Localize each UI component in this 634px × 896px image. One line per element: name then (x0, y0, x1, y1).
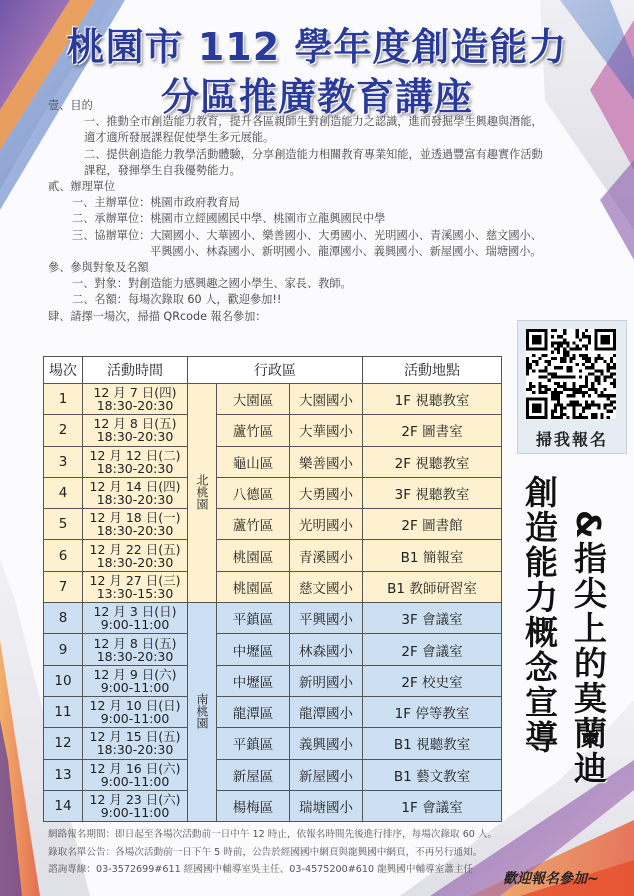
session-time-cell (83, 477, 188, 508)
session-date: 12 月 8 日(五) (93, 416, 177, 432)
session-time-cell (83, 509, 188, 540)
intro-line: 一、主辦單位：桃園市政府教育局 (72, 196, 240, 210)
school-cell: 林森國小 (290, 634, 363, 665)
district-cell: 平鎮區 (217, 728, 290, 759)
session-date: 12 月 8 日(五) (93, 635, 177, 651)
intro-line: 二、提供創造能力教學活動體驗，分享創造能力相關教育專業知能，並透過豐富有趣實作活動 (84, 147, 543, 161)
room-cell: B1 教師研習室 (363, 571, 502, 602)
table-row (44, 696, 502, 727)
session-date: 12 月 7 日(四) (93, 385, 177, 401)
table-row (44, 759, 502, 790)
room-cell: 2F 校史室 (363, 665, 502, 696)
welcome-text: 歡迎報名參加~ (503, 871, 599, 887)
session-hours: 18:30-20:30 (96, 429, 174, 445)
district-cell: 中壢區 (217, 665, 290, 696)
session-hours: 18:30-20:30 (96, 523, 174, 539)
school-cell: 大勇國小 (290, 477, 363, 508)
session-hours: 18:30-20:30 (96, 398, 174, 414)
room-cell: 2F 視聽教室 (363, 446, 502, 477)
room-cell: 2F 圖書室 (363, 415, 502, 446)
room-cell: 1F 停等教室 (363, 696, 502, 727)
session-date: 12 月 15 日(五) (89, 729, 181, 745)
intro-line: 二、名額：每場次錄取 60 人，歡迎參加!! (72, 293, 282, 307)
session-hours: 9:00-11:00 (100, 805, 170, 820)
session-date: 12 月 22 日(五) (89, 541, 181, 557)
qr-registration-box[interactable] (517, 320, 627, 454)
room-cell: 2F 圖書館 (363, 509, 502, 540)
intro-line: 參、參與對象及名額 (48, 261, 149, 275)
region-north-label: 北桃園 (195, 473, 209, 510)
session-number-cell: 10 (44, 665, 83, 696)
table-row (44, 603, 502, 634)
school-cell: 慈文國小 (290, 571, 363, 602)
table-row (44, 665, 502, 696)
intro-section (48, 98, 588, 325)
table-row (44, 634, 502, 665)
district-cell: 平鎮區 (217, 603, 290, 634)
school-cell: 新明國小 (290, 665, 363, 696)
table-row (44, 384, 502, 415)
intro-line: 一、對象：對創造能力感興趣之國小學生、家長、教師。 (72, 277, 352, 291)
header-time: 活動時間 (83, 357, 188, 384)
session-time-cell (83, 384, 188, 415)
table-row (44, 790, 502, 821)
session-hours: 18:30-20:30 (96, 554, 174, 570)
session-number-cell: 8 (44, 603, 83, 634)
note-contact: 諮詢專線：03-3572699#611 經國國中輔導室吳主任、03-4575200#610 龍興國中輔導室蕭主任 (48, 864, 474, 875)
room-cell: 2F 會議室 (363, 634, 502, 665)
session-number-cell: 3 (44, 446, 83, 477)
room-cell: 1F 會議室 (363, 790, 502, 821)
district-cell: 新屋區 (217, 759, 290, 790)
session-date: 12 月 12 日(二) (89, 447, 181, 463)
intro-line: 貳、辦理單位 (48, 180, 116, 194)
region-north-cell (188, 384, 217, 603)
note-admission-list: 錄取名單公告：各場次活動前一日下午 5 時前，公告於經國國中網頁與龍興國中網頁，不再另行通知。 (48, 846, 483, 858)
room-cell: B1 簡報室 (363, 540, 502, 571)
vertical-title-concept: 創造能力概念宣導 (520, 475, 559, 755)
school-cell: 龍潭國小 (290, 696, 363, 727)
session-time-cell (83, 603, 188, 634)
session-number-cell: 11 (44, 696, 83, 727)
table-row (44, 540, 502, 571)
table-row (44, 509, 502, 540)
note-registration-period: 網路報名期間：即日起至各場次活動前一日中午 12 時止，依報名時間先後進行排序，每場次錄取 60 人。 (48, 829, 498, 840)
session-hours: 18:30-20:30 (96, 492, 174, 508)
intro-line: 三、協辦單位：大園國小、大華國小、樂善國小、大勇國小、光明國小、青溪國小、慈文國小、 (72, 228, 542, 242)
qr-code[interactable] (526, 329, 616, 419)
school-cell: 大園國小 (290, 384, 363, 415)
schedule-table (43, 356, 502, 822)
intro-line: 課程，發揮學生自我優勢能力。 (84, 163, 241, 177)
session-hours: 9:00-11:00 (100, 617, 170, 633)
session-time-cell (83, 759, 188, 790)
session-hours: 18:30-20:30 (96, 460, 174, 476)
session-date: 12 月 10 日(日) (89, 698, 181, 714)
session-number-cell: 14 (44, 790, 83, 821)
session-time-cell (83, 415, 188, 446)
school-cell: 青溪國小 (290, 540, 363, 571)
header-location: 活動地點 (363, 357, 502, 384)
session-number-cell: 1 (44, 384, 83, 415)
intro-line: 肆、請擇一場次，掃描 QRcode 報名參加： (48, 309, 267, 323)
school-cell: 瑞塘國小 (290, 790, 363, 821)
district-cell: 蘆竹區 (217, 415, 290, 446)
session-hours: 9:00-11:00 (100, 773, 170, 789)
intro-line: 二、承辦單位：桃園市立經國國民中學、桃園市立龍興國民中學 (72, 212, 386, 226)
session-time-cell (83, 571, 188, 602)
district-cell: 桃園區 (217, 540, 290, 571)
session-number-cell: 4 (44, 477, 83, 508)
session-time-cell (83, 728, 188, 759)
room-cell: 3F 會議室 (363, 603, 502, 634)
school-cell: 光明國小 (290, 509, 363, 540)
session-number-cell: 13 (44, 759, 83, 790)
session-date: 12 月 14 日(四) (89, 479, 181, 495)
district-cell: 蘆竹區 (217, 509, 290, 540)
school-cell: 平興國小 (290, 603, 363, 634)
district-cell: 龍潭區 (217, 696, 290, 727)
session-time-cell (83, 540, 188, 571)
session-hours: 18:30-20:30 (96, 742, 174, 758)
session-date: 12 月 16 日(六) (89, 760, 181, 776)
region-south-label: 南桃園 (195, 692, 209, 729)
session-date: 12 月 3 日(日) (93, 604, 177, 620)
table-row (44, 446, 502, 477)
session-time-cell (83, 446, 188, 477)
room-cell: B1 藝文教室 (363, 759, 502, 790)
session-date: 12 月 9 日(六) (93, 666, 177, 682)
poster-title-line1: 桃園市 112 學年度創造能力 (66, 25, 568, 69)
intro-line: 適才適所發展課程促使學生多元展能。 (84, 131, 275, 145)
header-district: 行政區 (188, 357, 363, 384)
district-cell: 大園區 (217, 384, 290, 415)
session-time-cell (83, 634, 188, 665)
session-time-cell (83, 790, 188, 821)
session-hours: 9:00-11:00 (100, 711, 170, 727)
room-cell: 1F 視聽教室 (363, 384, 502, 415)
room-cell: 3F 視聽教室 (363, 477, 502, 508)
vertical-title-morandi: &指尖上的莫蘭迪 (569, 510, 608, 786)
region-south-cell (188, 603, 217, 822)
intro-line: 一、推動全市創造能力教育，提升各區親師生對創造能力之認識，進而發掘學生興趣與潛能， (84, 115, 543, 129)
session-hours: 13:30-15:30 (96, 585, 174, 601)
table-row (44, 415, 502, 446)
session-number-cell: 2 (44, 415, 83, 446)
school-cell: 樂善國小 (290, 446, 363, 477)
table-row (44, 571, 502, 602)
session-number-cell: 12 (44, 728, 83, 759)
district-cell: 龜山區 (217, 446, 290, 477)
room-cell: B1 視聽教室 (363, 728, 502, 759)
session-number-cell: 5 (44, 509, 83, 540)
session-number-cell: 9 (44, 634, 83, 665)
scan-to-register-label: 掃我報名 (535, 430, 608, 449)
session-number-cell: 7 (44, 571, 83, 602)
session-hours: 18:30-20:30 (96, 648, 174, 664)
session-time-cell (83, 696, 188, 727)
district-cell: 楊梅區 (217, 790, 290, 821)
poster-title-line2: 分區推廣教育講座 (160, 75, 473, 119)
district-cell: 中壢區 (217, 634, 290, 665)
notes-section (48, 826, 568, 879)
school-cell: 義興國小 (290, 728, 363, 759)
session-date: 12 月 27 日(三) (89, 572, 181, 588)
header-session: 場次 (44, 357, 83, 384)
district-cell: 桃園區 (217, 571, 290, 602)
session-date: 12 月 23 日(六) (89, 792, 181, 807)
intro-line: 壹、目的 (48, 99, 93, 112)
school-cell: 新屋國小 (290, 759, 363, 790)
district-cell: 八德區 (217, 477, 290, 508)
intro-line: 平興國小、林森國小、新明國小、龍潭國小、義興國小、新屋國小、瑞塘國小。 (150, 244, 542, 258)
session-time-cell (83, 665, 188, 696)
table-row (44, 728, 502, 759)
table-row (44, 477, 502, 508)
session-date: 12 月 18 日(一) (89, 510, 181, 526)
session-number-cell: 6 (44, 540, 83, 571)
table-header-row (44, 357, 502, 384)
session-hours: 9:00-11:00 (100, 679, 170, 695)
school-cell: 大華國小 (290, 415, 363, 446)
